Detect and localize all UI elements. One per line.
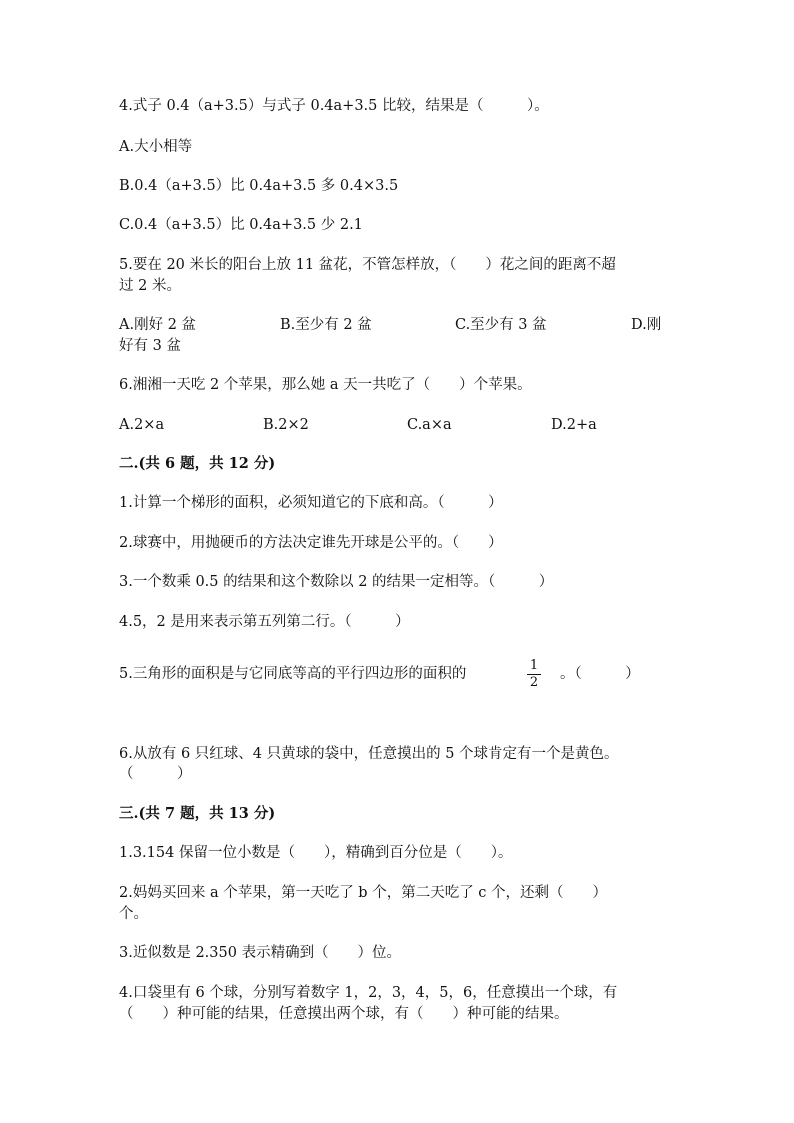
question-5-option-d-part1: D.刚	[631, 317, 662, 333]
question-5-stem-line2: 过 2 米。	[119, 278, 181, 294]
question-6-option-b: B.2×2	[263, 417, 309, 433]
section-3-item-1: 1.3.154 保留一位小数是（ ），精确到百分位是（ ）。	[119, 845, 513, 861]
question-6-option-d: D.2+a	[551, 417, 597, 433]
section-2-item-6-line1: 6.从放有 6 只红球、4 只黄球的袋中，任意摸出的 5 个球肯定有一个是黄色。	[119, 746, 619, 762]
section-3-item-4-line2: （ ）种可能的结果，任意摸出两个球，有（ ）种可能的结果。	[119, 1006, 569, 1022]
section-2-item-4: 4.5，2 是用来表示第五列第二行。（ ）	[119, 614, 410, 630]
question-6-option-c: C.a×a	[407, 417, 452, 433]
section-3-item-3: 3.近似数是 2.350 表示精确到（ ）位。	[119, 945, 402, 961]
section-3-item-2-line1: 2.妈妈买回来 a 个苹果，第一天吃了 b 个，第二天吃了 c 个，还剩（ ）	[119, 885, 608, 901]
question-5-stem-line1: 5.要在 20 米长的阳台上放 11 盆花，不管怎样放，（ ）花之间的距离不超	[119, 257, 616, 273]
question-4-option-a: A.大小相等	[119, 139, 193, 155]
question-6-option-a: A.2×a	[119, 417, 165, 433]
question-5-option-a: A.刚好 2 盆	[119, 317, 197, 333]
question-6-stem: 6.湘湘一天吃 2 个苹果，那么她 a 天一共吃了（ ）个苹果。	[119, 377, 532, 393]
section-2-item-2: 2.球赛中，用抛硬币的方法决定谁先开球是公平的。（ ）	[119, 535, 503, 551]
section-3-heading: 三.(共 7 题，共 13 分)	[119, 805, 276, 822]
question-4-option-b: B.0.4（a+3.5）比 0.4a+3.5 多 0.4×3.5	[119, 178, 399, 194]
section-2-item-1: 1.计算一个梯形的面积，必须知道它的下底和高。（ ）	[119, 495, 503, 511]
section-2-item-5-tail: 。（ ）	[560, 666, 640, 682]
question-4-stem: 4.式子 0.4（a+3.5）与式子 0.4a+3.5 比较，结果是（ ）。	[119, 98, 549, 114]
section-2-item-5-text: 5.三角形的面积是与它同底等高的平行四边形的面积的	[119, 666, 467, 682]
section-2-item-6-line2: （ ）	[119, 766, 192, 782]
section-2-item-3: 3.一个数乘 0.5 的结果和这个数除以 2 的结果一定相等。（ ）	[119, 574, 554, 590]
section-3-item-2-line2: 个。	[119, 906, 148, 922]
question-5-option-b: B.至少有 2 盆	[280, 317, 372, 333]
question-4-option-c: C.0.4（a+3.5）比 0.4a+3.5 少 2.1	[119, 217, 363, 233]
section-2-heading: 二.(共 6 题，共 12 分)	[119, 455, 276, 472]
section-3-item-4-line1: 4.口袋里有 6 个球，分别写着数字 1，2，3，4，5，6，任意摸出一个球，有	[119, 985, 618, 1001]
question-5-option-c: C.至少有 3 盆	[455, 317, 547, 333]
question-5-option-d-part2: 好有 3 盆	[119, 338, 181, 354]
fraction-one-half	[527, 659, 541, 690]
fraction-numerator: 1	[529, 658, 539, 673]
fraction-denominator: 2	[529, 675, 539, 690]
